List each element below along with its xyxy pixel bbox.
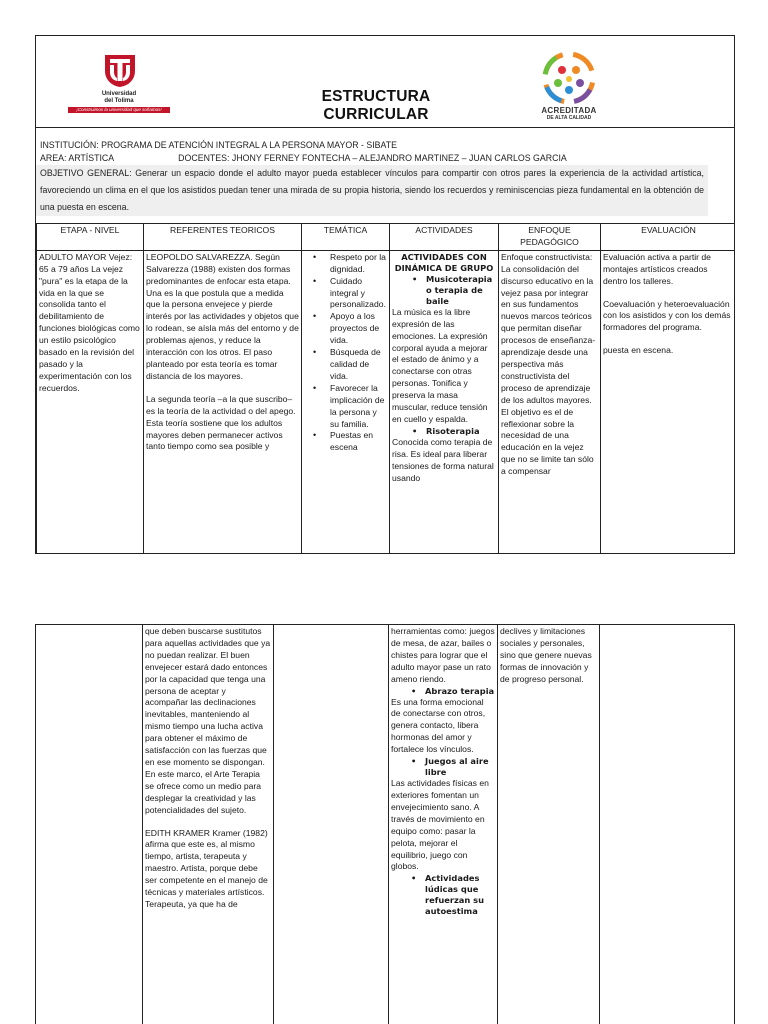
university-shield-icon xyxy=(104,54,136,88)
activity-title: • Musicoterapia o terapia de baile xyxy=(392,274,496,307)
general-objective: OBJETIVO GENERAL: Generar un espacio donde el adulto mayor pueda establecer vínculos para compartir con otros pares la experiencia de la actividad artística, favoreciendo un clima en el que los asistidos puedan tener una mirada de su propia historia, siendo los recuerdos y reminiscencias pieza fundamental en la obtención de una puesta en escena. xyxy=(36,165,708,216)
activity-title: • Risoterapia xyxy=(392,426,496,437)
theory-paragraph: LEOPOLDO SALVAREZZA. Según Salvarezza (1988) existen dos formas predominantes de enfocar esta etapa. Una es la que postula que a medida que la persona envejece y pierde interés por las actividades y objetos que lo rodean, se aísla más del entorno y de problemas ajenos, y reduce la interacción con los otros. El paso planteado por esta teoría es tomar distancia de los mayores. xyxy=(146,251,299,381)
theory-paragraph: que deben buscarse sustitutos para aquellas actividades que ya no puedan realizar. El buen envejecer estará dado entonces por la capacidad que tenga una persona de aceptar y acompañar las declinaciones inevitables, manteniendo al mismo tiempo una lucha activa para obtener el máximo de satisfacción con las fuerzas que en ese momento se dispongan. En este marco, el Arte Terapia se ofrece como un medio para desplegar la creatividad y las potencialidades del sujeto. xyxy=(145,626,271,815)
theory-paragraph: EDITH KRAMER Kramer (1982) afirma que este es, al mismo tiempo, artista, terapeuta y maestro. Artista, porque debe ser competente en el manejo de técnicas y materiales artísticos. Terapeuta, ya que ha de xyxy=(145,827,268,909)
list-item: • Apoyo a los proyectos de vida. xyxy=(304,311,387,347)
list-item: • Respeto por la dignidad. xyxy=(304,252,387,276)
activity-description: herramientas como: juegos de mesa, de azar, bailes o chistes para lograr que el adulto mayor pase un rato ameno riendo. xyxy=(391,626,495,684)
column-header: ENFOQUE PEDAGÓGICO xyxy=(499,224,601,251)
accreditation-logo xyxy=(534,51,604,125)
column-header: TEMÁTICA xyxy=(302,224,390,251)
theory-paragraph: La segunda teoría –a la que suscribo– es la teoría de la actividad o del apego. Esta teoría sostiene que los adultos mayores deben permanecer activos tanto tiempo como sea posible y xyxy=(146,393,296,452)
document-page-1 xyxy=(35,35,735,554)
accreditation-text: ACREDITADA DE ALTA CALIDAD xyxy=(541,106,597,121)
teachers-label: DOCENTES: JHONY FERNEY FONTECHA – ALEJANDRO MARTINEZ – JUAN CARLOS GARCIA xyxy=(178,153,567,163)
list-item: • Favorecer la implicación de la persona y su familia. xyxy=(304,383,387,431)
list-item: • Puestas en escena xyxy=(304,430,387,454)
university-logo xyxy=(64,54,174,122)
accreditation-circle-icon xyxy=(542,51,596,105)
table-row xyxy=(36,625,736,1024)
evaluation-cell xyxy=(601,250,736,554)
activities-cell xyxy=(389,625,498,1024)
university-tagline: ¡Construimos la universidad que soñamos! xyxy=(68,107,170,113)
institution-line: INSTITUCIÓN: PROGRAMA DE ATENCIÓN INTEGRAL A LA PERSONA MAYOR - SIBATE xyxy=(40,140,397,150)
area-label: AREA: ARTÍSTICA xyxy=(40,153,115,163)
table-row xyxy=(37,250,736,554)
activity-title: • Actividades lúdicas que refuerzan su autoestima xyxy=(391,873,495,917)
activity-description: Conocida como terapia de risa. Es ideal para liberar tensiones de forma natural usando xyxy=(392,436,494,483)
program-info xyxy=(36,139,735,216)
activities-heading: ACTIVIDADES CON DINÁMICA DE GRUPO xyxy=(394,251,494,273)
curriculum-table-continued xyxy=(35,624,735,1024)
list-item: • Búsqueda de calidad de vida. xyxy=(304,347,387,383)
topics-cell xyxy=(302,250,390,554)
evaluation-paragraph: puesta en escena. xyxy=(603,345,674,356)
document-page-2 xyxy=(35,624,735,1024)
activity-description: Es una forma emocional de conectarse con otros, genera contacto, libera hormonas del amor y fortalece los vínculos. xyxy=(391,696,486,755)
theory-cell xyxy=(143,625,274,1024)
topics-list xyxy=(304,252,387,454)
activities-cell xyxy=(390,250,499,554)
column-header: REFERENTES TEORICOS xyxy=(144,224,302,251)
area-teachers-line xyxy=(36,152,735,165)
column-header: EVALUACIÓN xyxy=(601,224,736,251)
pedagogy-cell: declives y limitaciones sociales y personales, sino que genere nuevas formas de innovación y de progreso personal. xyxy=(498,625,600,1024)
curriculum-table xyxy=(36,223,735,554)
evaluation-paragraph: Evaluación activa a partir de montajes artísticos creados dentro los talleres. xyxy=(603,251,711,286)
university-name: Universidad del Tolima xyxy=(101,91,137,104)
column-header: ETAPA - NIVEL xyxy=(37,224,144,251)
list-item: • Cuidado integral y personalizado. xyxy=(304,276,387,312)
topics-cell xyxy=(274,625,389,1024)
stage-cell xyxy=(36,625,143,1024)
column-header: ACTIVIDADES xyxy=(390,224,499,251)
activity-title: • Juegos al aire libre xyxy=(391,756,495,778)
evaluation-paragraph: Coevaluación y heteroevaluación con los asistidos y con los demás formadores del programa. xyxy=(603,298,731,333)
table-header-row xyxy=(37,224,736,251)
stage-cell: ADULTO MAYOR Vejez: 65 a 79 años La vejez "pura" es la etapa de la vida en la que se consolida tanto el debilitamiento de funciones biológicas como un estilo psicológico basado en la revisión del pasado y la experimentación con los recuerdos. xyxy=(37,250,144,554)
activity-description: Las actividades físicas en exteriores fomentan un envejecimiento sano. A través de movimiento en equipo como: pasar la pelota, mejorar el equilibrio, juego con globos. xyxy=(391,778,489,872)
document-title: ESTRUCTURA CURRICULAR xyxy=(321,88,431,123)
pedagogy-cell: Enfoque constructivista: La consolidación del discurso educativo en la vejez pasa por integrar en sus fundamentos nuevos marcos teóricos que permitan diseñar procesos de enseñanza-aprendizaje desde una perspectiva más constructivista del proceso de aprendizaje de los adultos mayores. El objetivo es el de reflexionar sobre la necesidad de una educación en la vejez que no se limite tan sólo a compensar xyxy=(499,250,601,554)
activity-title: • Abrazo terapia xyxy=(391,686,495,697)
activity-description: La música es la libre expresión de las emociones. La expresión corporal ayuda a mejorar el estado de ánimo y a conectarse con otras personas. Tonifica y preserva la masa muscular, reduce tensión en cuello y espalda. xyxy=(392,306,488,424)
evaluation-cell xyxy=(600,625,736,1024)
document-header xyxy=(36,36,735,128)
theory-cell xyxy=(144,250,302,554)
